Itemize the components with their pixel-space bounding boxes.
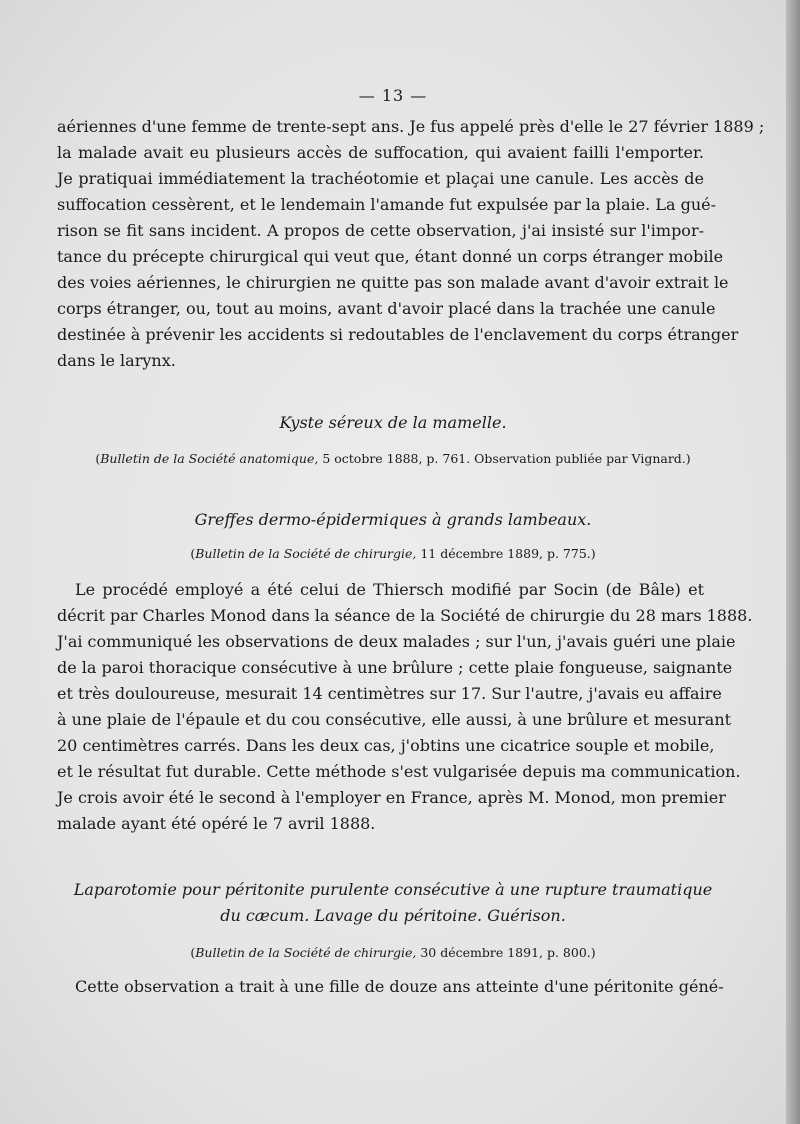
text-line: et le résultat fut durable. Cette méthode s'est vulgarisée depuis ma communication. bbox=[57, 762, 741, 781]
text-line: rison se fit sans incident. A propos de cette observation, j'ai insisté sur l'impor- bbox=[57, 221, 704, 240]
section-title-kyste: Kyste séreux de la mamelle. bbox=[279, 413, 507, 432]
paragraph-greffes bbox=[57, 577, 753, 837]
source-journal: Bulletin de la Société anatomique, bbox=[100, 451, 319, 466]
paragraph-intro bbox=[57, 114, 765, 374]
text-line: à une plaie de l'épaule et du cou consécutive, elle aussi, à une brûlure et mesurant bbox=[57, 710, 732, 729]
text-line: Cette observation a trait à une fille de douze ans atteinte d'une péritonite géné- bbox=[75, 977, 724, 996]
text-line: J'ai communiqué les observations de deux malades ; sur l'un, j'avais guéri une plaie bbox=[57, 632, 736, 651]
section-source-laparotomie: (Bulletin de la Société de chirurgie, 30 décembre 1891, p. 800.) bbox=[190, 945, 596, 960]
section-title-laparotomie-1: Laparotomie pour péritonite purulente consécutive à une rupture traumatique bbox=[73, 880, 713, 899]
text-line: et très douloureuse, mesurait 14 centimètres sur 17. Sur l'autre, j'avais eu affaire bbox=[57, 684, 722, 703]
text-line: Je pratiquai immédiatement la trachéotomie et plaçai une canule. Les accès de bbox=[57, 169, 704, 188]
text-line: corps étranger, ou, tout au moins, avant d'avoir placé dans la trachée une canule bbox=[57, 299, 716, 318]
text-line: Je crois avoir été le second à l'employer en France, après M. Monod, mon premier bbox=[57, 788, 726, 807]
paragraph-laparotomie bbox=[57, 974, 724, 1000]
section-source-kyste: (Bulletin de la Société anatomique, 5 octobre 1888, p. 761. Observation publiée par Vignard.) bbox=[95, 451, 691, 466]
text-line: dans le larynx. bbox=[57, 351, 176, 370]
text-line: décrit par Charles Monod dans la séance de la Société de chirurgie du 28 mars 1888. bbox=[57, 606, 753, 625]
text-line: des voies aériennes, le chirurgien ne quitte pas son malade avant d'avoir extrait le bbox=[57, 273, 729, 292]
text-line: aériennes d'une femme de trente-sept ans. Je fus appelé près d'elle le 27 février 1889 ; bbox=[57, 117, 765, 136]
text-line: tance du précepte chirurgical qui veut que, étant donné un corps étranger mobile bbox=[57, 247, 724, 266]
text-line: Le procédé employé a été celui de Thiersch modifié par Socin (de Bâle) et bbox=[75, 580, 704, 599]
text-line: suffocation cessèrent, et le lendemain l'amande fut expulsée par la plaie. La gué- bbox=[57, 195, 716, 214]
section-source-greffes: (Bulletin de la Société de chirurgie, 11 décembre 1889, p. 775.) bbox=[190, 546, 596, 561]
source-journal: Bulletin de la Société de chirurgie, bbox=[195, 546, 417, 561]
text-line: 20 centimètres carrés. Dans les deux cas, j'obtins une cicatrice souple et mobile, bbox=[57, 736, 715, 755]
source-journal: Bulletin de la Société de chirurgie, bbox=[195, 945, 417, 960]
section-title-laparotomie-2: du cæcum. Lavage du péritoine. Guérison. bbox=[220, 906, 566, 925]
text-line: de la paroi thoracique consécutive à une brûlure ; cette plaie fongueuse, saignante bbox=[57, 658, 733, 677]
text-line: destinée à prévenir les accidents si redoutables de l'enclavement du corps étranger bbox=[57, 325, 739, 344]
section-title-greffes: Greffes dermo-épidermiques à grands lambeaux. bbox=[194, 510, 592, 529]
page-edge bbox=[786, 0, 800, 1124]
text-line: malade ayant été opéré le 7 avril 1888. bbox=[57, 814, 376, 833]
page-number: — 13 — bbox=[358, 86, 428, 105]
text-line: la malade avait eu plusieurs accès de suffocation, qui avaient failli l'emporter. bbox=[57, 143, 704, 162]
